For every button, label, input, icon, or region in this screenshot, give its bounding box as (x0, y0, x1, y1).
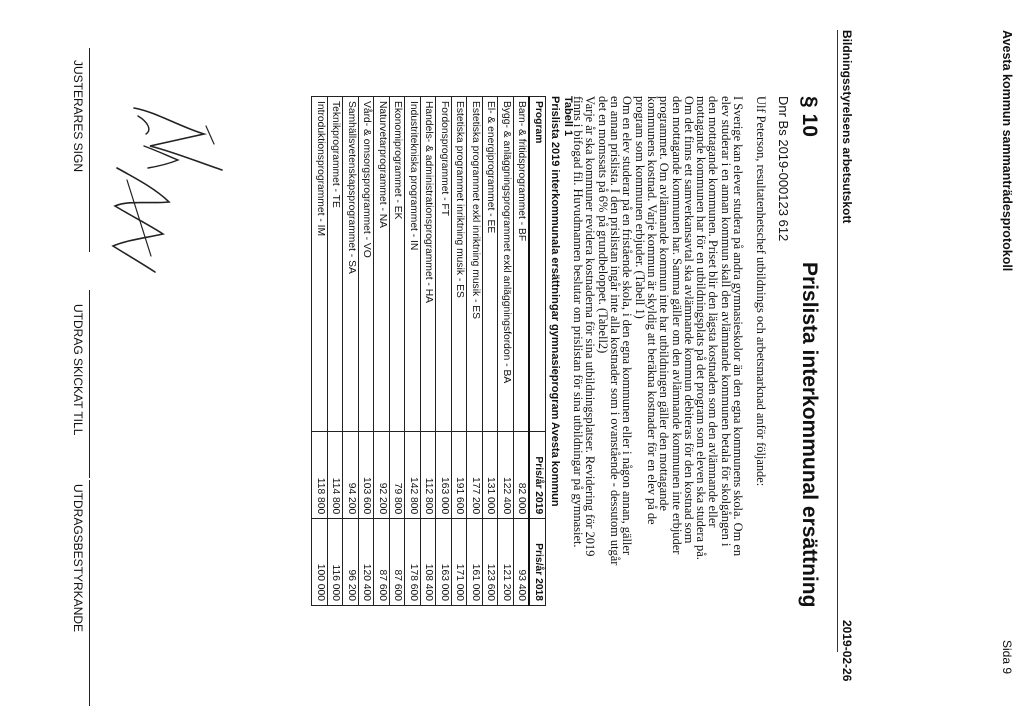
header-divider (837, 30, 838, 652)
body-line: mottagande kommunen har för en utbildningsplats på det program som eleven ska studera på. (694, 96, 709, 560)
program-cell: Fordonsprogrammet - FT (436, 97, 452, 432)
table-row (312, 97, 328, 606)
program-cell: Handels- & administrationsprogrammet - HA (421, 97, 437, 432)
price-2019-cell: 79 800 (390, 432, 406, 519)
price-2018-cell: 161 000 (467, 519, 483, 606)
price-2019-cell: 92 200 (374, 432, 390, 519)
price-2018-cell: 87 600 (390, 519, 406, 606)
price-2018-cell: 123 600 (483, 519, 499, 606)
body-line: det en momssats på 6% på grundbeloppet. (Tabell2) (595, 96, 610, 354)
price-2018-cell: 100 000 (312, 519, 328, 606)
program-cell: Bygg- & anläggningsprogrammet exkl anläggningsfordon - BA (498, 97, 514, 432)
certification-line (89, 480, 90, 706)
body-text (572, 96, 744, 565)
program-cell: Estetiska programmet inriktning musik - ES (452, 97, 468, 432)
program-cell: El- & energiprogrammet - EE (483, 97, 499, 432)
program-cell: Estetiska programmet exkl inriktning musik - ES (467, 97, 483, 432)
price-2018-cell: 96 200 (343, 519, 359, 606)
program-cell: Introduktionsprogrammet - IM (312, 97, 328, 432)
signature-label: JUSTERARES SIGN (71, 60, 85, 173)
program-cell: Ekonomiprogrammet - EK (390, 97, 406, 432)
price-2018-cell: 87 600 (374, 519, 390, 606)
table-row (436, 97, 452, 606)
price-2019-cell: 114 800 (328, 432, 344, 519)
price-2018-cell: 121 200 (498, 519, 514, 606)
price-2018-cell: 93 400 (514, 519, 530, 606)
price-2018-cell: 120 400 (359, 519, 375, 606)
body-line: I Sverige kan elever studera på andra gymnasieskolor än den egna kommunens skola. Om en (731, 96, 745, 557)
protocol-title: Avesta kommun sammanträdesprotokoll (1000, 30, 1014, 272)
table-row (328, 97, 344, 606)
price-2019-cell: 142 800 (405, 432, 421, 519)
body-line: den mottagande kommunen. Priset blir den lägsta kostnaden som den avlämnande eller (706, 96, 721, 528)
price-2018-cell: 171 000 (452, 519, 468, 606)
registration-number: Dnr Bs 2019-000123 612 (776, 96, 791, 242)
handwritten-signature (104, 160, 179, 280)
table-row (452, 97, 468, 606)
price-2019-cell: 103 600 (359, 432, 375, 519)
body-line: den mottagande kommunen har. Samma gäller om den avlämnande kommunen inte erbjuder (669, 96, 684, 555)
table-row (343, 97, 359, 606)
body-line: programmet. Om avlämnande kommun inte har utbildningen gäller den mottagande (657, 96, 672, 511)
table-row (498, 97, 514, 606)
program-cell: Samhällsvetenskapsprogrammet - SA (343, 97, 359, 432)
price-2018-cell: 116 000 (328, 519, 344, 606)
column-header-price-2019: Pris/år 2019 (530, 432, 546, 519)
table-row (374, 97, 390, 606)
price-2019-cell: 94 200 (343, 432, 359, 519)
program-cell: Vård- & omsorgsprogrammet - VO (359, 97, 375, 432)
section-title: Prislista interkommunal ersättning (798, 262, 821, 608)
table-row (421, 97, 437, 606)
body-line: Om det finns ett samverkansavtal ska avlämnande kommun debiteras för den kostnad som (681, 96, 696, 544)
excerpt-sent-label: UTDRAG SKICKAT TILL (71, 304, 85, 436)
price-table (312, 96, 547, 606)
signature-line (89, 48, 90, 252)
price-2019-cell: 122 400 (498, 432, 514, 519)
section-number: § 10 (798, 96, 821, 137)
table-label: Tabell 1 (562, 96, 574, 137)
table-row (514, 97, 530, 606)
table-row (405, 97, 421, 606)
price-2019-cell: 82 000 (514, 432, 530, 519)
body-line: kommunens kostnad. Varje kommun är skyldig att beräkna kostnader för en elev på de (644, 96, 659, 525)
meeting-date: 2019-02-26 (840, 620, 854, 682)
price-2019-cell: 112 800 (421, 432, 437, 519)
price-2019-cell: 163 000 (436, 432, 452, 519)
table-row (390, 97, 406, 606)
price-2019-cell: 118 800 (312, 432, 328, 519)
price-2018-cell: 178 600 (405, 519, 421, 606)
table-caption: Prislista 2019 interkommunala ersättningar gymnasieprogram Avesta kommun (549, 96, 561, 507)
price-2018-cell: 163 000 (436, 519, 452, 606)
body-line: en annan prislista. I den prislistan ingår inte alla kostnader som i ovanstående - dessutom utgår (608, 96, 623, 566)
program-cell: Barn- & fritidsprogrammet - BF (514, 97, 530, 432)
body-line: Om en elev studerar på en fristående skola, i den egna kommunen eller i någon annan, gäller (620, 96, 635, 555)
committee-name: Bildningsstyrelsens arbetsutskott (840, 30, 854, 224)
program-cell: Teknikprogrammet - TE (328, 97, 344, 432)
column-header-price-2018: Pris/år 2018 (530, 519, 546, 606)
table-row (467, 97, 483, 606)
table-row (483, 97, 499, 606)
program-cell: Naturvetarprogrammet - NA (374, 97, 390, 432)
price-2019-cell: 191 600 (452, 432, 468, 519)
table-row (359, 97, 375, 606)
program-cell: Industritekniska programmet - IN (405, 97, 421, 432)
excerpt-certification-label: UTDRAGSBESTYRKANDE (71, 484, 85, 633)
page-number: Sida 9 (1000, 640, 1014, 675)
price-2019-cell: 177 200 (467, 432, 483, 519)
column-header-program: Program (530, 97, 546, 432)
presenter-line: Ulf Peterson, resultatenhetschef utbildnings och arbetsmarknad anför följande: (754, 96, 768, 487)
table-header-row (530, 97, 546, 606)
body-line: program som kommunen erbjuder. (Tabell 1) (632, 96, 647, 319)
recipient-line (89, 290, 90, 478)
body-line: Varje år ska kommuner revidera kostnaderna för sina utbildningsplatser. Revidering för 2019 (583, 96, 598, 557)
price-2018-cell: 108 400 (421, 519, 437, 606)
price-2019-cell: 131 000 (483, 432, 499, 519)
body-line: finns i bifogad fil. Huvudmannen beslutar om prislistan för sina utbildningar på gymnasiet. (571, 96, 586, 548)
body-line: elev studerar i en annan kommun skall den avlämnande kommunen betala för skolgången i (718, 96, 733, 547)
